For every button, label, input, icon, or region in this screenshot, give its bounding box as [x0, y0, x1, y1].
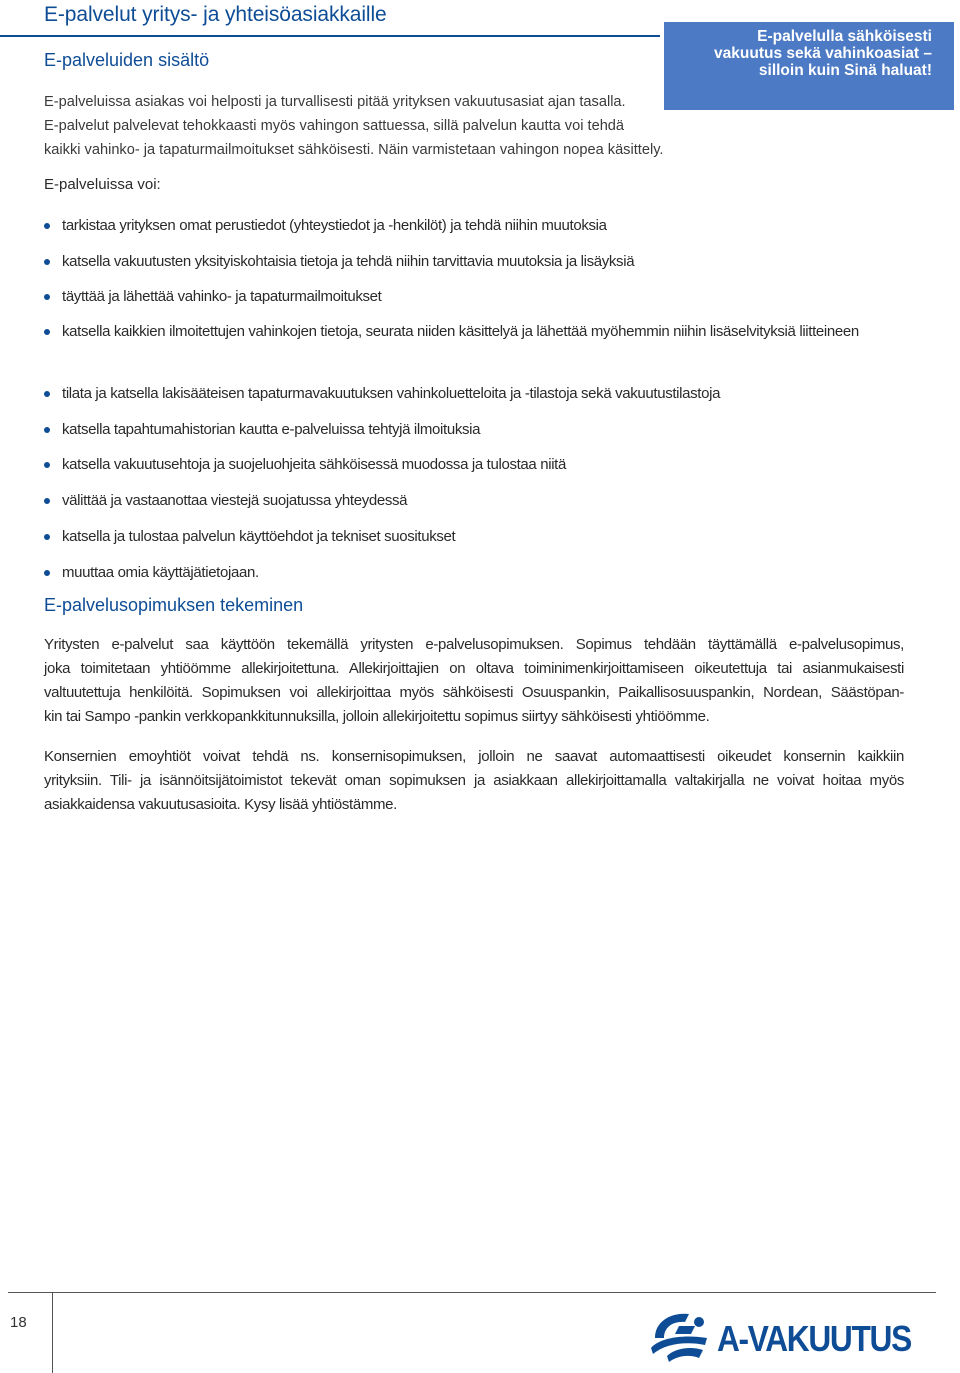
list-item	[44, 418, 904, 442]
logo-wordmark: A-VAKUUTUS	[717, 1318, 911, 1359]
intro-line: E-palveluissa asiakas voi helposti ja turvallisesti pitää yrityksen vakuutusasiat ajan tasalla.	[44, 94, 626, 110]
list-item-text: muuttaa omia käyttäjätietojaan.	[62, 564, 259, 581]
bullet-icon	[44, 294, 50, 300]
list-item	[44, 250, 904, 274]
callout-line: silloin kuin Sinä haluat!	[758, 62, 932, 79]
paragraph-line: joka toimitetaan yhtiöömme allekirjoitettuna. Allekirjoittajien on oltava toiminimenkirjoittamiseen oikeutettuja tai asianmukaisesti	[44, 660, 904, 677]
bullet-icon	[44, 223, 50, 229]
list-item-text: välittää ja vastaanottaa viestejä suojatussa yhteydessä	[62, 492, 408, 509]
intro-paragraph	[44, 90, 714, 162]
paragraph-line: Konsernien emoyhtiöt voivat tehdä ns. konsernisopimuksen, jolloin ne saavat automaattisesti oikeudet konsernin kaikkiin	[44, 748, 904, 765]
list-item-text: tarkistaa yrityksen omat perustiedot (yhteystiedot ja -henkilöt) ja tehdä niihin muutoksia	[62, 217, 607, 234]
bullet-icon	[44, 498, 50, 504]
footer-vertical-divider	[52, 1292, 53, 1373]
list-item-text: täyttää ja lähettää vahinko- ja tapaturmailmoitukset	[62, 288, 382, 305]
list-item	[44, 525, 904, 549]
list-item	[44, 382, 904, 406]
list-item-text: katsella vakuutusten yksityiskohtaisia tietoja ja tehdä niihin tarvittavia muutoksia ja lisäyksiä	[62, 253, 635, 270]
page-number: 18	[10, 1314, 27, 1331]
header-divider	[0, 35, 660, 37]
bullet-icon	[44, 534, 50, 540]
page-title: E-palvelut yritys- ja yhteisöasiakkaille	[44, 3, 387, 26]
list-item	[44, 285, 904, 309]
bullet-icon	[44, 427, 50, 433]
list-item	[44, 489, 904, 513]
section-heading-agreement: E-palvelusopimuksen tekeminen	[44, 595, 304, 615]
callout-line: E-palvelulla sähköisesti	[757, 28, 932, 45]
intro-line: E-palvelut palvelevat tehokkaasti myös vahingon sattuessa, sillä palvelun kautta voi tehdä	[44, 118, 625, 134]
list-item-text: katsella kaikkien ilmoitettujen vahinkojen tietoja, seurata niiden käsittelyä ja lähettää myöhemmin niihin lisäselvityksiä liitteineen	[62, 323, 859, 340]
bullet-icon	[44, 391, 50, 397]
company-logo	[645, 1308, 935, 1368]
bullet-icon	[44, 570, 50, 576]
a-vakuutus-emblem-icon	[645, 1308, 715, 1366]
group-agreement-paragraph	[44, 745, 904, 817]
paragraph-line: asiakkaidensa vakuutusasioita. Kysy lisää yhtiöstämme.	[44, 796, 397, 813]
list-item	[44, 320, 866, 344]
paragraph-line: yrityksiin. Tili- ja isännöitsijätoimistot tekevät oman sopimuksen ja asiakkaan allekirjoittamalla valtakirjalla ne voivat hoitaa myös	[44, 772, 904, 789]
bullet-icon	[44, 329, 50, 335]
list-item-text: katsella tapahtumahistorian kautta e-palveluissa tehtyjä ilmoituksia	[62, 421, 481, 438]
list-item	[44, 214, 904, 238]
paragraph-line: kin tai Sampo -pankin verkkopankkitunnuksilla, jolloin allekirjoitettu sopimus siirtyy sähköisesti yhtiöömme.	[44, 708, 710, 725]
paragraph-line: Yritysten e-palvelut saa käyttöön tekemällä yritysten e-palvelusopimuksen. Sopimus tehdään täyttämällä e-palvelusopimus,	[44, 636, 904, 653]
list-item-text: katsella ja tulostaa palvelun käyttöehdot ja tekniset suositukset	[62, 528, 456, 545]
list-item	[44, 561, 904, 585]
paragraph-line: valtuutettuja henkilöitä. Sopimuksen voi allekirjoittaa myös sähköisesti Osuuspankin, Paikallisosuuspankin, Nordean, Säästöpan-	[44, 684, 904, 701]
intro-line: kaikki vahinko- ja tapaturmailmoitukset sähköisesti. Näin varmistetaan vahingon nopea käsittely.	[44, 142, 664, 158]
section-heading-content: E-palveluiden sisältö	[44, 50, 210, 70]
list-lead: E-palveluissa voi:	[44, 176, 161, 193]
agreement-paragraph	[44, 633, 904, 729]
footer-divider	[8, 1292, 936, 1293]
bullet-icon	[44, 462, 50, 468]
list-item-text: katsella vakuutusehtoja ja suojeluohjeita sähköisessä muodossa ja tulostaa niitä	[62, 456, 566, 473]
bullet-icon	[44, 259, 50, 265]
callout-line: vakuutus sekä vahinkoasiat –	[714, 45, 932, 62]
list-item-text: tilata ja katsella lakisääteisen tapaturmavakuutuksen vahinkoluetteloita ja -tilastoja sekä vakuutustilastoja	[62, 385, 721, 402]
list-item	[44, 453, 904, 477]
